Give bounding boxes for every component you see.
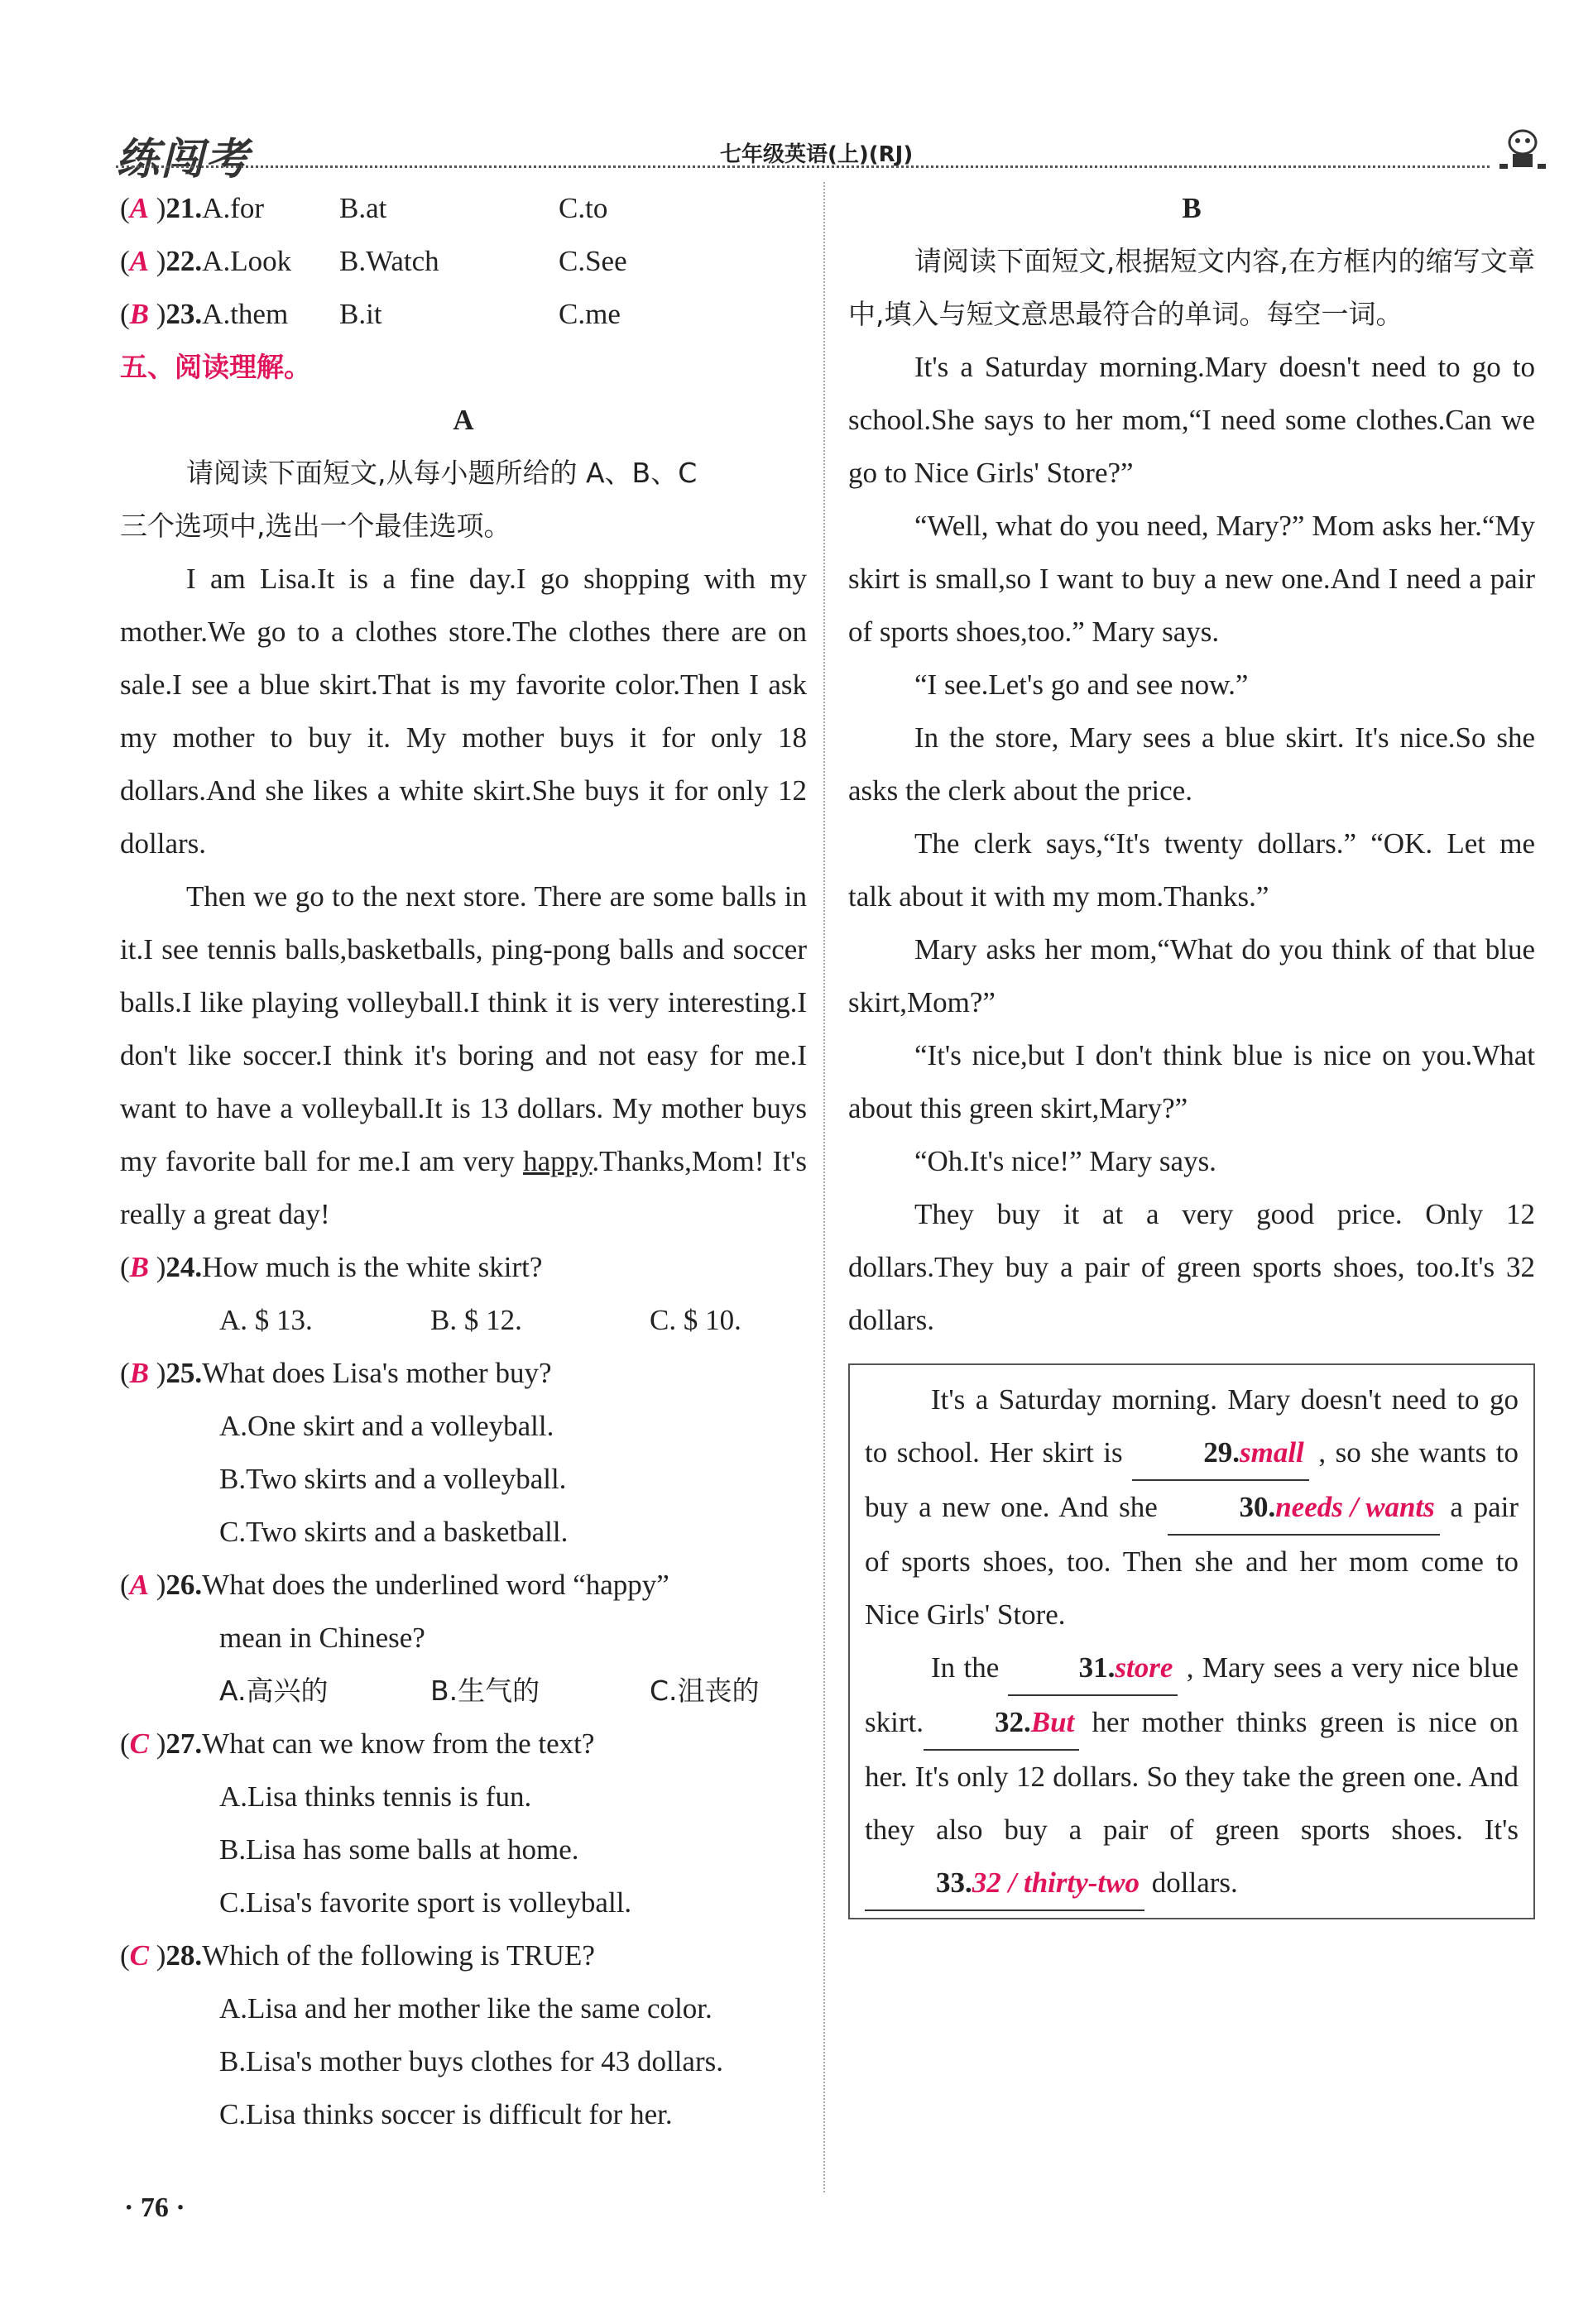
passage-b-paragraph: They buy it at a very good price. Only 12 dollars.They buy a pair of green sports shoes, too.It's 32 dollars. [848, 1198, 1535, 1336]
question-24: (B )24.How much is the white skirt? [120, 1251, 543, 1283]
section-title: 五、阅读理解。 [120, 351, 311, 383]
blank-29: 29.small [1132, 1426, 1309, 1481]
answer-21: A [129, 192, 150, 224]
option: B.Lisa has some balls at home. [219, 1833, 579, 1866]
question-27: (C )27.What can we know from the text? [120, 1727, 595, 1760]
passage-a-paragraph-1: I am Lisa.It is a fine day.I go shopping with my mother.We go to a clothes store.The clothes there are on sale.I see a blue skirt.That is my favorite color.Then I ask my mother to buy it. My mother buys it for only 18 dollars.And she likes a white skirt.She buys it for only 12 dollars. [120, 563, 807, 860]
blank-32: 32.But [924, 1696, 1079, 1751]
option: C.Lisa's favorite sport is volleyball. [219, 1886, 632, 1919]
column-divider [823, 182, 825, 2192]
page-number: · 76 · [124, 2192, 185, 2223]
passage-b-paragraph: “I see.Let's go and see now.” [914, 668, 1249, 701]
header-rule [116, 165, 1490, 168]
passage-b-paragraph: “Well, what do you need, Mary?” Mom asks her.“My skirt is small,so I want to buy a new one.And I need a pair of sports shoes,too.” Mary says. [848, 510, 1535, 648]
blank-30: 30.needs / wants [1168, 1481, 1439, 1536]
question-26-stem-cont: mean in Chinese? [219, 1622, 425, 1654]
left-column [120, 182, 807, 2141]
summary-paragraph-1: It's a Saturday morning. Mary doesn't need to go to school. Her skirt is 29.small , so she wants to buy a new one. And she 30.needs / wants a pair of sports shoes, too. Then she and her mom come to Nice Girls' Store. [865, 1383, 1519, 1631]
answer-23: B [129, 298, 150, 330]
option: C.Two skirts and a basketball. [219, 1516, 569, 1548]
question-26: (A )26.What does the underlined word “happy” [120, 1569, 669, 1601]
question-26-options: A.高兴的 B.生气的 C.沮丧的 [219, 1675, 760, 1707]
series-logo: 练闯考 [116, 135, 251, 184]
answer-22: A [129, 245, 150, 277]
question-23: (B )23.A.them B.it C.me [120, 288, 807, 341]
passage-b-paragraph: “It's nice,but I don't think blue is nice on you.What about this green skirt,Mary?” [848, 1039, 1535, 1124]
question-22: (A )22.A.Look B.Watch C.See [120, 235, 807, 288]
blank-31: 31.store [1008, 1641, 1178, 1696]
underlined-word: happy [523, 1145, 593, 1177]
option: B.Lisa's mother buys clothes for 43 dollars. [219, 2045, 723, 2077]
passage-a-label: A [453, 404, 474, 436]
passage-b-instructions: 请阅读下面短文,根据短文内容,在方框内的缩写文章中,填入与短文意思最符合的单词。每空一词。 [848, 245, 1535, 330]
passage-b-paragraph: Mary asks her mom,“What do you think of that blue skirt,Mom?” [848, 933, 1535, 1018]
page-header [116, 124, 1523, 184]
blank-33: 33.32 / thirty-two [865, 1857, 1144, 1911]
summary-paragraph-2: In the 31.store , Mary sees a very nice blue skirt. 32.But her mother thinks green is nice on her. It's only 12 dollars. So they take the green one. And they also buy a pair of green sports shoes. It's 33.32 / thirty-two dollars. [865, 1641, 1519, 1911]
question-24-options: A. $ 13. B. $ 12. C. $ 10. [219, 1304, 741, 1336]
instruction-line-1: 请阅读下面短文,从每小题所给的 A、B、C [186, 457, 698, 489]
passage-b-paragraph: In the store, Mary sees a blue skirt. It's nice.So she asks the clerk about the price. [848, 721, 1535, 807]
question-25: (B )25.What does Lisa's mother buy? [120, 1357, 552, 1389]
book-title: 七年级英语(上)(RJ) [720, 142, 914, 167]
right-column [848, 182, 1535, 1919]
passage-b-paragraph: “Oh.It's nice!” Mary says. [914, 1145, 1216, 1177]
option: B.Two skirts and a volleyball. [219, 1463, 567, 1495]
summary-box [848, 1363, 1535, 1919]
question-28: (C )28.Which of the following is TRUE? [120, 1939, 595, 1972]
passage-b-label: B [1182, 192, 1202, 224]
passage-b-paragraph: It's a Saturday morning.Mary doesn't need to go to school.She says to her mom,“I need some clothes.Can we go to Nice Girls' Store?” [848, 351, 1535, 489]
instruction-line-2: 三个选项中,选出一个最佳选项。 [120, 510, 511, 542]
mascot-icon [1498, 124, 1547, 170]
option: C.Lisa thinks soccer is difficult for her. [219, 2098, 673, 2130]
passage-b-paragraph: The clerk says,“It's twenty dollars.” “OK. Let me talk about it with my mom.Thanks.” [848, 827, 1535, 913]
option: A.Lisa thinks tennis is fun. [219, 1780, 532, 1813]
option: A.One skirt and a volleyball. [219, 1410, 554, 1442]
option: A.Lisa and her mother like the same color. [219, 1992, 713, 2025]
passage-a-paragraph-2: Then we go to the next store. There are some balls in it.I see tennis balls,basketballs, ping-pong balls and soccer balls.I like playing volleyball.I think it is very interesting.I don't like soccer.I think it's boring and not easy for me.I want to have a volleyball.It is 13 dollars. My mother buys my favorite ball for me.I am very happy.Thanks,Mom! It's really a great day! [120, 880, 807, 1230]
question-21: (A )21.A.for B.at C.to [120, 182, 807, 235]
